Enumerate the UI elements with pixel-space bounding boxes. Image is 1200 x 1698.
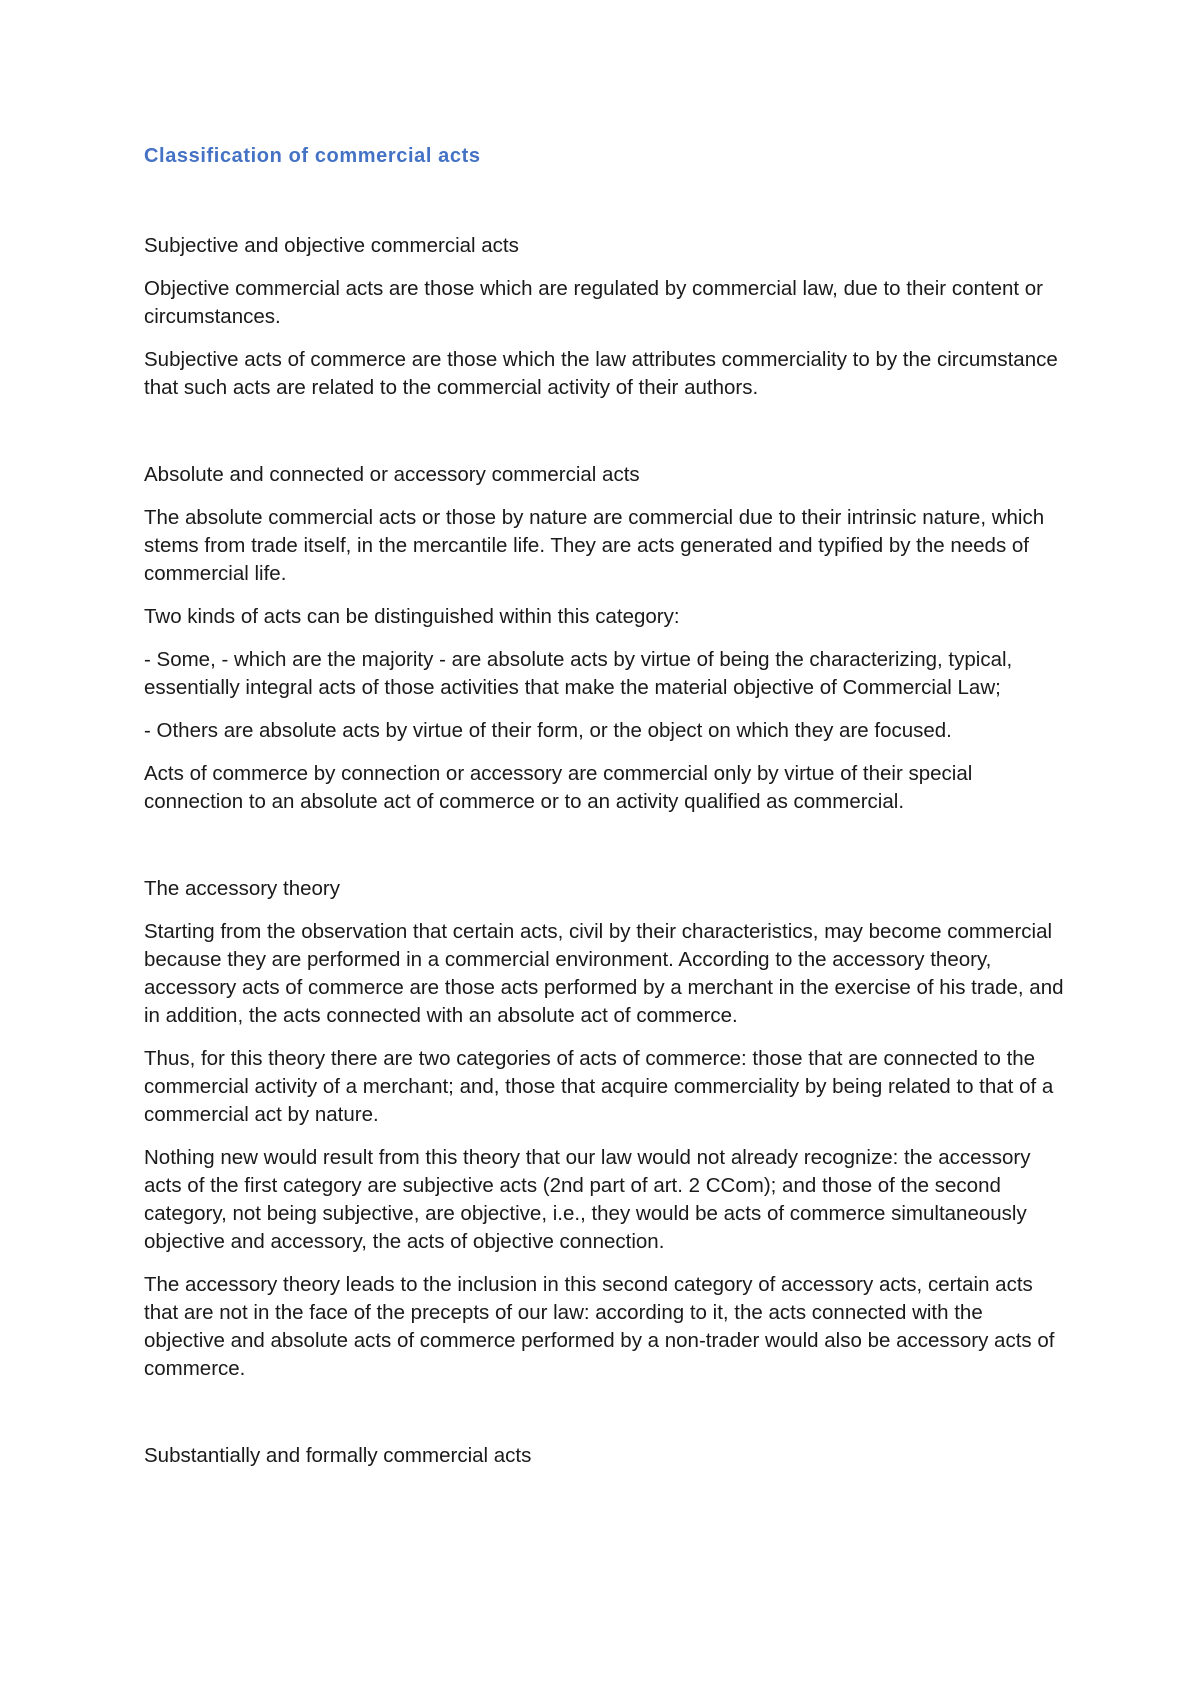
section-heading: The accessory theory: [144, 877, 340, 900]
paragraph: Acts of commerce by connection or accessory are commercial only by virtue of their special connection to an absolute act of commerce or to an activity qualified as commercial.: [144, 762, 973, 813]
section-heading: Subjective and objective commercial acts: [144, 234, 519, 257]
paragraph: Thus, for this theory there are two categories of acts of commerce: those that are connected to the commercial activity of a merchant; and, those that acquire commerciality by being related to that of a commercial act by nature.: [144, 1047, 1054, 1126]
paragraph: The accessory theory leads to the inclusion in this second category of accessory acts, certain acts that are not in the face of the precepts of our law: according to it, the acts connected with the objective and absolute acts of commerce performed by a non-trader would also be accessory acts of commerce.: [144, 1273, 1055, 1380]
section-subjective-objective: [144, 232, 1064, 402]
list-item: - Others are absolute acts by virtue of their form, or the object on which they are focused.: [144, 719, 952, 742]
section-substantially-formally: [144, 1442, 1064, 1470]
document-title: Classification of commercial acts: [144, 145, 481, 167]
document-body: [144, 142, 1064, 1485]
paragraph: Starting from the observation that certain acts, civil by their characteristics, may become commercial because they are performed in a commercial environment. According to the accessory theory, accessory acts of commerce are those acts performed by a merchant in the exercise of his trade, and in addition, the acts connected with an absolute act of commerce.: [144, 920, 1064, 1027]
section-accessory-theory: [144, 875, 1064, 1383]
section-heading: Absolute and connected or accessory commercial acts: [144, 463, 640, 486]
paragraph: Two kinds of acts can be distinguished within this category:: [144, 605, 680, 628]
section-spacer: [144, 1398, 1064, 1442]
section-spacer: [144, 831, 1064, 875]
paragraph: The absolute commercial acts or those by nature are commercial due to their intrinsic nature, which stems from trade itself, in the mercantile life. They are acts generated and typified by the needs of commercial life.: [144, 506, 1045, 585]
paragraph: Subjective acts of commerce are those which the law attributes commerciality to by the circumstance that such acts are related to the commercial activity of their authors.: [144, 348, 1058, 399]
section-absolute-connected: [144, 461, 1064, 816]
section-heading: Substantially and formally commercial acts: [144, 1444, 532, 1467]
paragraph: Objective commercial acts are those which are regulated by commercial law, due to their content or circumstances.: [144, 277, 1043, 328]
list-item: - Some, - which are the majority - are absolute acts by virtue of being the characterizing, typical, essentially integral acts of those activities that make the material objective of Commercial Law;: [144, 648, 1013, 699]
section-spacer: [144, 417, 1064, 461]
paragraph: Nothing new would result from this theory that our law would not already recognize: the accessory acts of the first category are subjective acts (2nd part of art. 2 CCom); and those of the second category, not being subjective, are objective, i.e., they would be acts of commerce simultaneously objective and accessory, the acts of objective connection.: [144, 1146, 1031, 1253]
